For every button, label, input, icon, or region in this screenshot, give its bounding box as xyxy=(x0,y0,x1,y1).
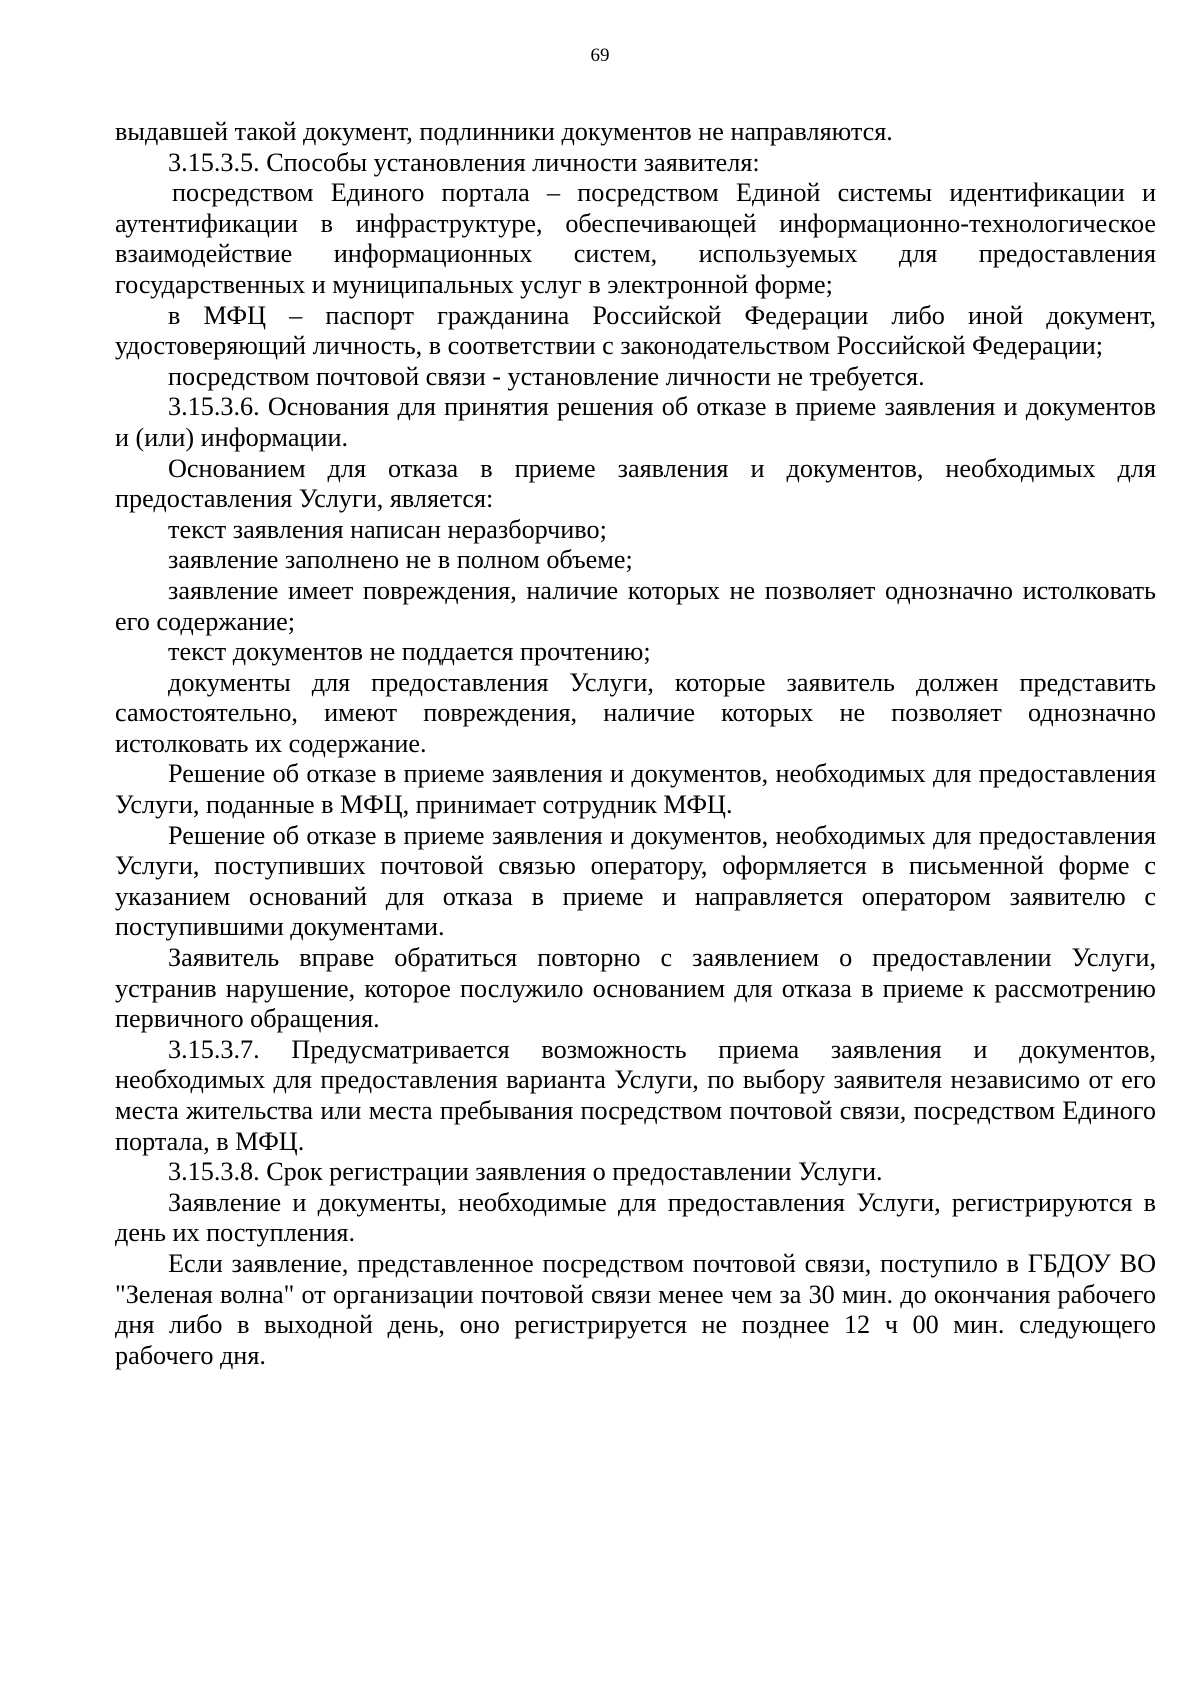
paragraph-12: документы для предоставления Услуги, которые заявитель должен представить самостоятельно, имеют повреждения, наличие которых не позволяет однозначно истолковать их содержание. xyxy=(115,667,1156,758)
paragraph-17: 3.15.3.8. Срок регистрации заявления о предоставлении Услуги. xyxy=(168,1157,883,1187)
paragraph-2: 3.15.3.5. Способы установления личности заявителя: xyxy=(168,147,760,177)
paragraph-3: посредством Единого портала – посредством Единой системы идентификации и аутентификации в инфраструктуре, обеспечивающей информационно-технологическое взаимодействие информационных систем, используемых для предоставления государственных и муниципальных услуг в электронной форме; xyxy=(115,178,1156,299)
page-number: 69 xyxy=(590,45,610,66)
paragraph-18: Заявление и документы, необходимые для предоставления Услуги, регистрируются в день их поступления. xyxy=(115,1187,1156,1248)
paragraph-19: Если заявление, представленное посредством почтовой связи, поступило в ГБДОУ ВО "Зеленая волна" от организации почтовой связи менее чем за 30 мин. до окончания рабочего дня либо в выходной день, оно регистрируется не позднее 12 ч 00 мин. следующего рабочего дня. xyxy=(115,1248,1156,1370)
paragraph-15: Заявитель вправе обратиться повторно с заявлением о предоставлении Услуги, устранив нарушение, которое послужило основанием для отказа в приеме к рассмотрению первичного обращения. xyxy=(115,943,1156,1034)
paragraph-13: Решение об отказе в приеме заявления и документов, необходимых для предоставления Услуги, поданные в МФЦ, принимает сотрудник МФЦ. xyxy=(115,759,1156,820)
paragraph-8: текст заявления написан неразборчиво; xyxy=(168,514,607,544)
paragraph-14: Решение об отказе в приеме заявления и документов, необходимых для предоставления Услуги, поступивших почтовой связью оператору, оформляется в письменной форме с указанием оснований для отказа в приеме и направляется оператором заявителю с поступившими документами. xyxy=(115,820,1156,942)
paragraph-11: текст документов не поддается прочтению; xyxy=(168,637,651,667)
document-body xyxy=(115,117,1156,1371)
paragraph-5: посредством почтовой связи - установление личности не требуется. xyxy=(168,361,925,391)
paragraph-7: Основанием для отказа в приеме заявления и документов, необходимых для предоставления Услуги, является: xyxy=(115,453,1156,514)
paragraph-4: в МФЦ – паспорт гражданина Российской Федерации либо иной документ, удостоверяющий личность, в соответствии с законодательством Российской Федерации; xyxy=(115,300,1156,361)
paragraph-16: 3.15.3.7. Предусматривается возможность приема заявления и документов, необходимых для предоставления варианта Услуги, по выбору заявителя независимо от его места жительства или места пребывания посредством почтовой связи, посредством Единого портала, в МФЦ. xyxy=(115,1034,1156,1156)
paragraph-9: заявление заполнено не в полном объеме; xyxy=(168,545,633,575)
paragraph-10: заявление имеет повреждения, наличие которых не позволяет однозначно истолковать его содержание; xyxy=(115,575,1156,636)
paragraph-6: 3.15.3.6. Основания для принятия решения об отказе в приеме заявления и документов и (или) информации. xyxy=(115,392,1156,452)
paragraph-1: выдавшей такой документ, подлинники документов не направляются. xyxy=(115,117,893,146)
